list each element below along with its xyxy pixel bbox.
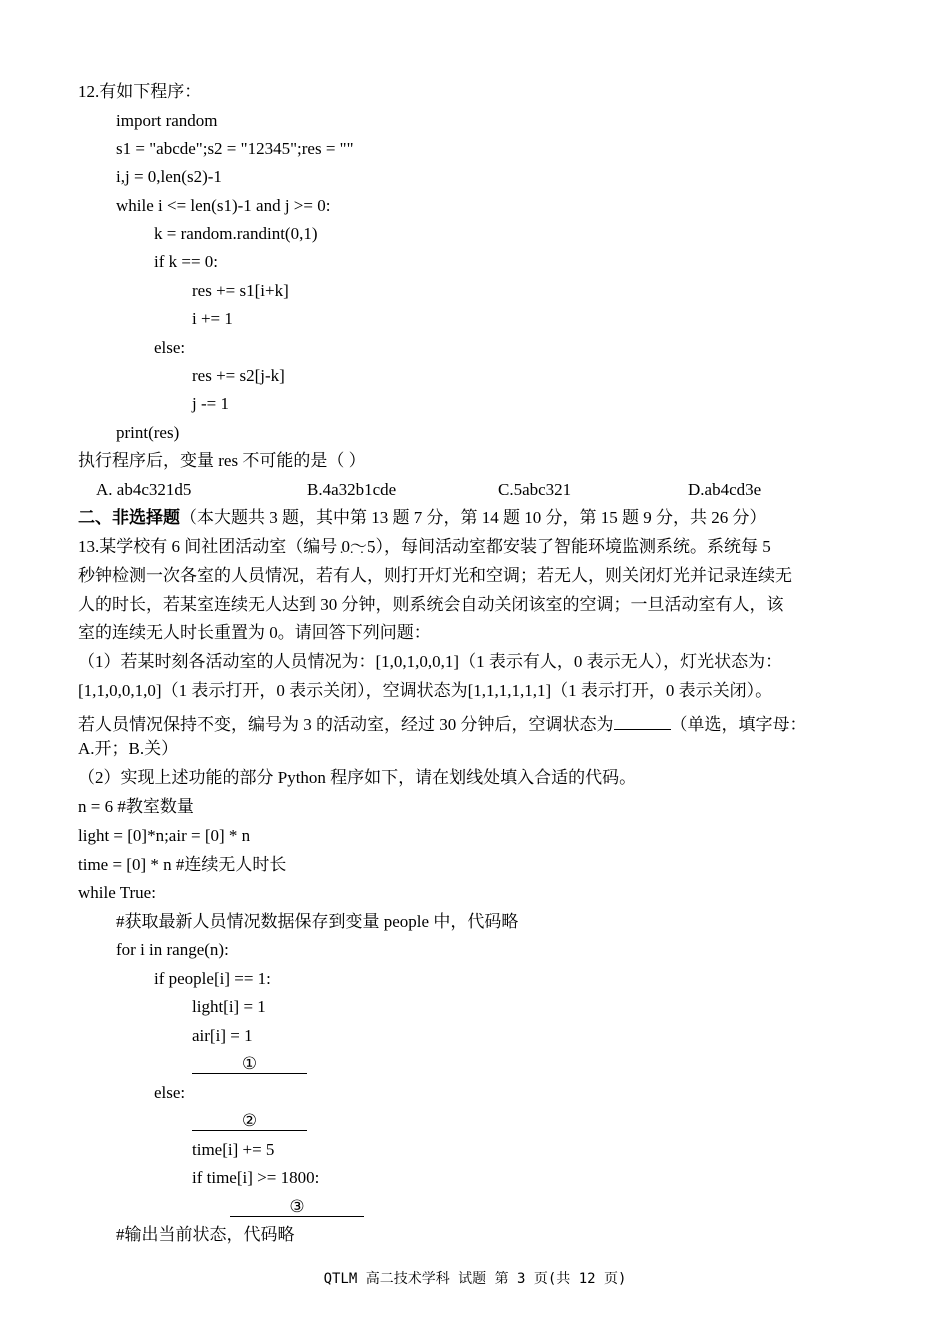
q12-title: 12.有如下程序： bbox=[78, 82, 202, 101]
code-line: res += s2[j-k] bbox=[192, 366, 285, 385]
code-line: air[i] = 1 bbox=[192, 1026, 253, 1045]
q13-text: ），每间活动室都安装了智能环境监测系统。系统每 5 bbox=[375, 537, 771, 556]
answer-blank-1[interactable]: ① bbox=[192, 1053, 307, 1074]
sub-question-1: A.开；B.关） bbox=[78, 739, 179, 758]
q13-text: 13.某学校有 6 间社团活动室（编号 bbox=[78, 537, 338, 556]
page-footer: QTLM 高二技术学科 试题 第 3 页(共 12 页) bbox=[323, 1271, 627, 1287]
code-line: i += 1 bbox=[192, 309, 233, 328]
code-blank-3 bbox=[230, 1196, 364, 1218]
answer-blank-3[interactable]: ③ bbox=[230, 1196, 364, 1217]
section-2-heading bbox=[78, 507, 767, 529]
section-2-desc: （本大题共 3 题，其中第 13 题 7 分，第 14 题 10 分，第 15 题 9 分，共 26 分） bbox=[180, 508, 767, 527]
code-line: if k == 0: bbox=[154, 252, 219, 271]
code-blank-2 bbox=[192, 1110, 307, 1132]
answer-blank[interactable] bbox=[614, 709, 671, 730]
code-line: time = [0] * n #连续无人时长 bbox=[78, 855, 287, 874]
q13-paragraph-line: 秒钟检测一次各室的人员情况，若有人，则打开灯光和空调；若无人，则关闭灯光并记录连续无 bbox=[78, 566, 792, 585]
option-a: A. ab4c321d5 bbox=[96, 480, 192, 499]
code-line: time[i] += 5 bbox=[192, 1140, 275, 1159]
code-line: #获取最新人员情况数据保存到变量 people 中，代码略 bbox=[116, 912, 519, 931]
code-line: #输出当前状态，代码略 bbox=[116, 1225, 295, 1244]
option-b: B.4a32b1cde bbox=[307, 480, 397, 499]
q13-paragraph-line: 室的连续无人时长重置为 0。请回答下列问题： bbox=[78, 623, 431, 642]
section-2-title: 二、非选择题 bbox=[78, 508, 180, 527]
emphasis-dots-text: 0～5 · · · · bbox=[337, 537, 375, 556]
code-line: print(res) bbox=[116, 423, 180, 442]
code-line: i,j = 0,len(s2)-1 bbox=[116, 167, 222, 186]
code-line: import random bbox=[116, 111, 218, 130]
code-line: else: bbox=[154, 338, 186, 357]
option-c: C.5abc321 bbox=[498, 480, 572, 499]
q12-question: 执行程序后，变量 res 不可能的是（ ） bbox=[78, 451, 366, 470]
code-line: while True: bbox=[78, 883, 156, 902]
code-line: while i <= len(s1)-1 and j >= 0: bbox=[116, 196, 331, 215]
sub-question-2: （2）实现上述功能的部分 Python 程序如下，请在划线处填入合适的代码。 bbox=[78, 768, 637, 787]
code-line: light[i] = 1 bbox=[192, 997, 266, 1016]
code-blank-1 bbox=[192, 1053, 307, 1075]
answer-blank-2[interactable]: ② bbox=[192, 1110, 307, 1131]
sub-question-text: （单选，填字母： bbox=[670, 715, 807, 734]
code-line: k = random.randint(0,1) bbox=[154, 224, 318, 243]
sub-question-1 bbox=[78, 709, 807, 736]
code-line: light = [0]*n;air = [0] * n bbox=[78, 826, 251, 845]
code-line: else: bbox=[154, 1083, 186, 1102]
q13-paragraph-line bbox=[78, 536, 771, 558]
code-line: if people[i] == 1: bbox=[154, 969, 271, 988]
sub-question-1: （1）若某时刻各活动室的人员情况为：[1,0,1,0,0,1]（1 表示有人，0 表示无人），灯光状态为： bbox=[78, 652, 783, 671]
sub-question-1: [1,1,0,0,1,0]（1 表示打开，0 表示关闭），空调状态为[1,1,1,1,1,1]（1 表示打开，0 表示关闭）。 bbox=[78, 681, 773, 700]
code-line: res += s1[i+k] bbox=[192, 281, 289, 300]
code-line: n = 6 #教室数量 bbox=[78, 797, 194, 816]
code-line: j -= 1 bbox=[192, 394, 229, 413]
option-d: D.ab4cd3e bbox=[688, 480, 762, 499]
q13-paragraph-line: 人的时长，若某室连续无人达到 30 分钟，则系统会自动关闭该室的空调；一旦活动室有人，该 bbox=[78, 595, 784, 614]
sub-question-text: 若人员情况保持不变，编号为 3 的活动室，经过 30 分钟后，空调状态为 bbox=[78, 715, 614, 734]
code-line: for i in range(n): bbox=[116, 940, 229, 959]
code-line: s1 = "abcde";s2 = "12345";res = "" bbox=[116, 139, 354, 158]
code-line: if time[i] >= 1800: bbox=[192, 1168, 320, 1187]
